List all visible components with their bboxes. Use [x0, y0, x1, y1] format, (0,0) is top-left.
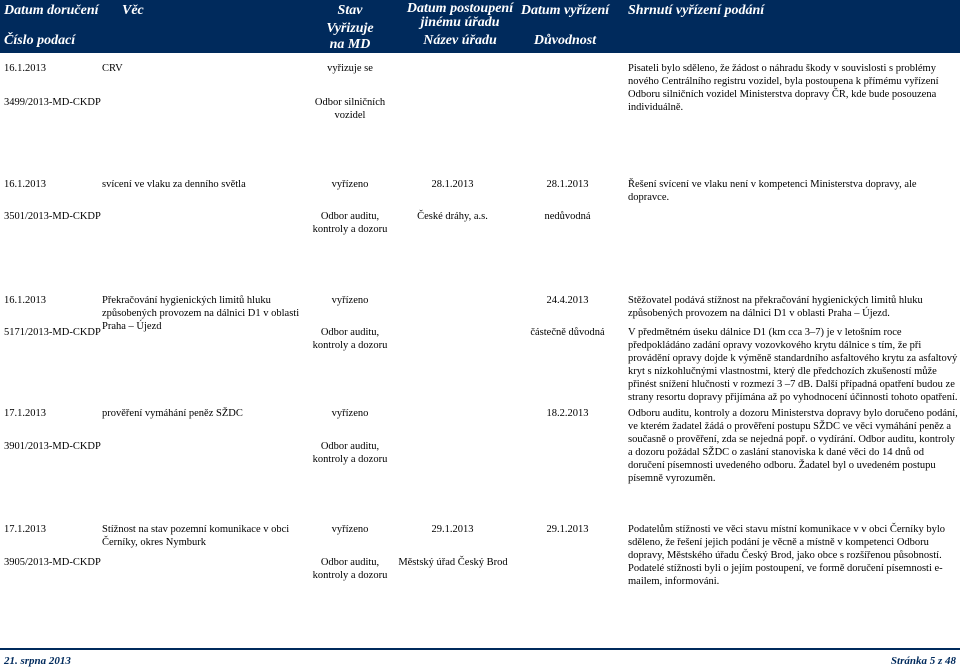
- record-resolved-date: 29.1.2013: [546, 524, 589, 535]
- header-shrnuti: Shrnutí vyřízení podání: [628, 3, 765, 18]
- table-header: [0, 0, 960, 53]
- record-subject: svícení ve vlaku za denního světla: [102, 179, 246, 190]
- record-subject: Překračování hygienických limitů hluku způsobených provozem na dálnici D1 v oblasti Praha – Újezd: [102, 295, 300, 332]
- footer-page-number: Stránka 5 z 48: [890, 655, 956, 667]
- page-footer: [0, 648, 960, 672]
- header-na-md: na MD: [329, 37, 371, 52]
- header-jinemu-uradu: jinému úřadu: [420, 15, 500, 30]
- record-handler: Odbor auditu, kontroly a dozoru: [312, 557, 388, 581]
- header-vyrizuje: Vyřizuje: [326, 21, 374, 36]
- record-summary: Pisateli bylo sděleno, že žádost o náhradu škody v souvislosti s problémy nového Centrálního registru vozidel, byla postoupena k přímému vyřízení Odboru silničních vozidel Ministerstva dopravy ČR, kde bude posouzena individuálně.: [628, 63, 939, 113]
- record-date: 17.1.2013: [4, 408, 46, 419]
- record-office: Městský úřad Český Brod: [398, 557, 508, 568]
- record-merit: částečně důvodná: [530, 327, 605, 338]
- record-handler: Odbor silničních vozidel: [314, 97, 386, 121]
- record-handler: Odbor auditu, kontroly a dozoru: [312, 211, 388, 235]
- record-status: vyřízeno: [331, 179, 369, 190]
- record-subject: prověření vymáhání peněz SŽDC: [102, 408, 243, 419]
- header-datum-vyrizeni: Datum vyřízení: [520, 3, 610, 18]
- record-summary: Podatelům stížnosti ve věci stavu místní komunikace v v obci Černíky bylo sděleno, že řešení jejich podání je věcně a místně v kompetenci Odboru dopravy, Městského úřadu Český Brod, jako obce s rozšířenou působností. Podatelé stížnosti byli o jejím postoupení, ve formě doručení písemnosti e-mailem, informováni.: [628, 524, 945, 587]
- header-stav: Stav: [337, 3, 363, 18]
- record-summary: Stěžovatel podává stížnost na překračování hygienických limitů hluku způsobených provozem na dálnici D1 v oblasti Praha – Újezd.: [628, 295, 923, 319]
- record-number: 3901/2013-MD-CKDP: [4, 441, 101, 452]
- record-forward-date: 29.1.2013: [431, 524, 474, 535]
- record-forward-date: 28.1.2013: [431, 179, 474, 190]
- record-status: vyřízeno: [331, 295, 369, 306]
- record-date: 17.1.2013: [4, 524, 46, 535]
- record-date: 16.1.2013: [4, 63, 46, 74]
- record-handler: Odbor auditu, kontroly a dozoru: [312, 441, 388, 465]
- record-date: 16.1.2013: [4, 295, 46, 306]
- record-resolved-date: 28.1.2013: [546, 179, 589, 190]
- record-summary-detail: V předmětném úseku dálnice D1 (km cca 3–7) je v letošním roce předpokládáno zadání opravy vozovkového krytu dálnice s tím, že při provádění opravy dojde k výměně standardního asfaltového krytu za asfaltový kryt s nízkohlučnými vlastnostmi, který dle předchozích zkušeností může přinést snížení hlučnosti v rozmezí 3 –7 dB. Další případná opatření budou ze strany resortu dopravy přijímána až po vyhodnocení účinnosti tohoto opatření.: [628, 327, 958, 403]
- footer-date: 21. srpna 2013: [4, 655, 71, 667]
- record-status: vyřizuje se: [327, 63, 373, 74]
- header-datum-doruceni: Datum doručení: [4, 3, 99, 18]
- record-merit: nedůvodná: [544, 211, 591, 222]
- record-subject: CRV: [102, 63, 123, 74]
- header-duvodnost: Důvodnost: [533, 33, 597, 48]
- record-subject: Stížnost na stav pozemní komunikace v obci Černíky, okres Nymburk: [102, 524, 290, 548]
- header-vec: Věc: [122, 3, 144, 18]
- record-resolved-date: 24.4.2013: [546, 295, 589, 306]
- record-handler: Odbor auditu, kontroly a dozoru: [312, 327, 388, 351]
- record-office: České dráhy, a.s.: [417, 211, 488, 222]
- header-datum-postoupeni: Datum postoupení: [406, 1, 514, 16]
- record-number: 3499/2013-MD-CKDP: [4, 97, 101, 108]
- record-number: 5171/2013-MD-CKDP: [4, 327, 101, 338]
- record-number: 3501/2013-MD-CKDP: [4, 211, 101, 222]
- record-status: vyřízeno: [331, 524, 369, 535]
- header-nazev-uradu: Název úřadu: [423, 33, 497, 48]
- record-date: 16.1.2013: [4, 179, 46, 190]
- header-cislo-podaci: Číslo podací: [4, 33, 76, 48]
- record-resolved-date: 18.2.2013: [546, 408, 589, 419]
- record-summary: Řešení svícení ve vlaku není v kompetenci Ministerstva dopravy, ale dopravce.: [628, 179, 917, 203]
- record-summary: Odboru auditu, kontroly a dozoru Ministerstva dopravy bylo doručeno podání, ve kterém žadatel žádá o prověření postupu SŽDC ve věci vymáhání peněz a současně o prověření, zda se nejedná popř. o vydírání. Odbor auditu, kontroly a dozoru požádal SŽDC o zaslání stanoviska k dané věci do 14 dnů od doručení písemnosti uvedeného odboru. Žadatel byl o uvedeném postupu písemně vyrozuměn.: [628, 408, 958, 484]
- record-status: vyřízeno: [331, 408, 369, 419]
- record-number: 3905/2013-MD-CKDP: [4, 557, 101, 568]
